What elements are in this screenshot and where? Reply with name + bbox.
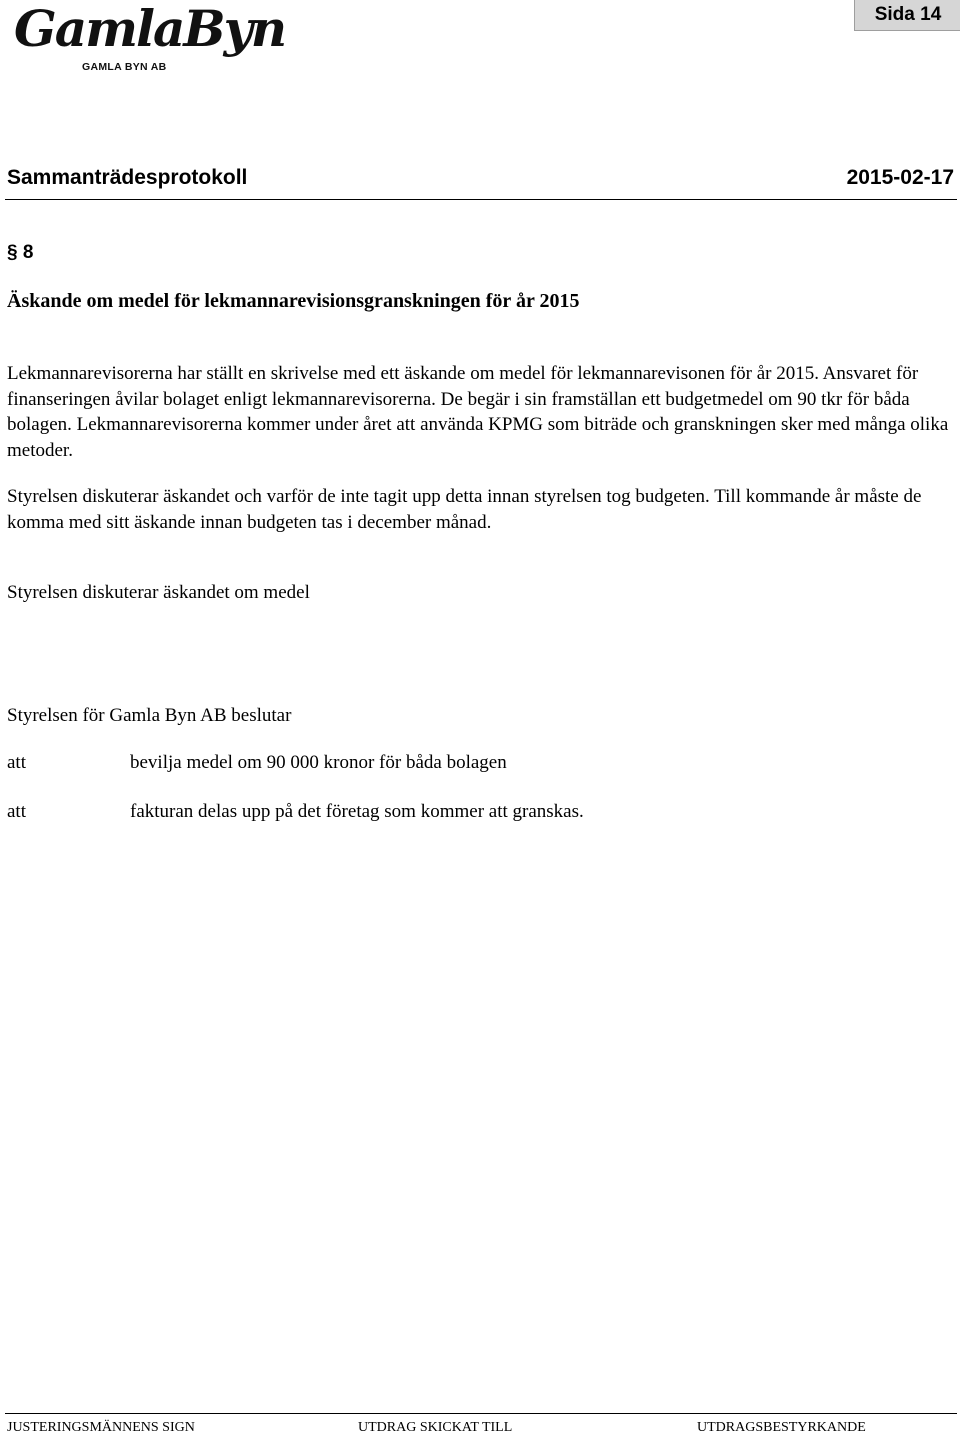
- section-title: Äskande om medel för lekmannarevisionsgranskningen för år 2015: [7, 290, 580, 312]
- decision-text: bevilja medel om 90 000 kronor för båda bolagen: [130, 752, 507, 773]
- document-title: Sammanträdesprotokoll: [7, 166, 248, 189]
- section-number: § 8: [7, 242, 34, 263]
- paragraph-background: Lekmannarevisorerna har ställt en skrivelse med ett äskande om medel för lekmannarevisonen för år 2015. Ansvaret för finanseringen åvilar bolaget enligt lekmannarevisorerna. De begär i sin framställan ett budgetmedel om 90 tkr för båda bolagen. Lekmannarevisorerna kommer under året att använda KPMG som biträde och granskningen sker med många olika metoder.: [7, 363, 949, 461]
- paragraph-discussion: Styrelsen diskuterar äskandet och varför de inte tagit upp detta innan styrelsen tog budgeten. Till kommande år måste de komma med sitt äskande innan budgeten tas i december månad.: [7, 486, 922, 533]
- footer-divider: [5, 1413, 957, 1414]
- logo-script-text: GamlaByn: [14, 0, 286, 58]
- logo-subtitle: GAMLA BYN AB: [82, 61, 167, 73]
- paragraph-discussion-summary: Styrelsen diskuterar äskandet om medel: [7, 582, 310, 603]
- decision-text: fakturan delas upp på det företag som kommer att granskas.: [130, 801, 584, 822]
- company-logo: [14, 0, 286, 80]
- decision-label: att: [7, 752, 26, 773]
- page-number-badge: Sida 14: [854, 0, 960, 31]
- footer-sent-label: UTDRAG SKICKAT TILL: [358, 1420, 513, 1435]
- paragraph-decision-intro: Styrelsen för Gamla Byn AB beslutar: [7, 705, 292, 726]
- footer-sign-label: JUSTERINGSMÄNNENS SIGN: [7, 1420, 195, 1435]
- header-divider: [5, 199, 957, 200]
- decision-label: att: [7, 801, 26, 822]
- footer-certified-label: UTDRAGSBESTYRKANDE: [697, 1420, 866, 1435]
- document-date: 2015-02-17: [846, 166, 954, 189]
